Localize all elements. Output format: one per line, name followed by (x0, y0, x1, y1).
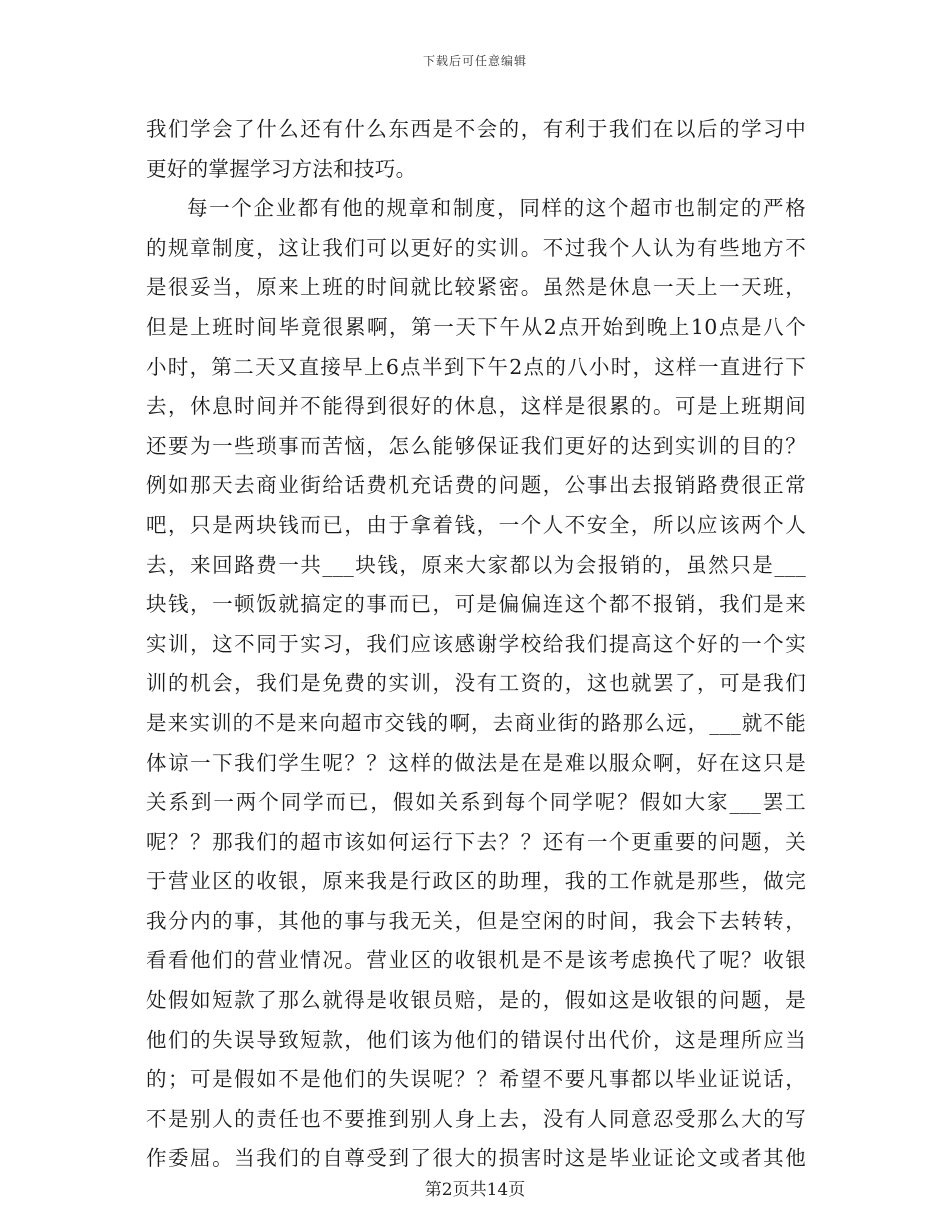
text-line: 我们学会了什么还有什么东西是不会的，有利于我们在以后的学习中 (146, 117, 806, 141)
text-line: 去，来回路费一共___块钱，原来大家都以为会报销的，虽然只是___ (146, 552, 806, 577)
text-line: 但是上班时间毕竟很累啊，第一天下午从2点开始到晚上10点是八个 (146, 314, 806, 339)
text-line: 不是别人的责任也不要推到别人身上去，没有人同意忍受那么大的写 (146, 1106, 806, 1131)
text-line: 实训，这不同于实习，我们应该感谢学校给我们提高这个好的一个实 (146, 631, 806, 656)
text-line: 更好的掌握学习方法和技巧。 (146, 156, 417, 181)
text-line: 于营业区的收银，原来我是行政区的助理，我的工作就是那些，做完 (146, 869, 806, 894)
text-line: 关系到一两个同学而已，假如关系到每个同学呢？假如大家___罢工 (146, 790, 806, 815)
text-line: 吧，只是两块钱而已，由于拿着钱，一个人不安全，所以应该两个人 (146, 512, 806, 537)
page-number: 第2页共14页 (424, 1180, 526, 1200)
text-line: 作委屈。当我们的自尊受到了很大的损害时这是毕业证论文或者其他 (146, 1146, 806, 1171)
text-line: 处假如短款了那么就得是收银员赔，是的，假如这是收银的问题，是 (146, 988, 806, 1013)
text-line: 每一个企业都有他的规章和制度，同样的这个超市也制定的严格 (187, 196, 806, 221)
text-line: 看看他们的营业情况。营业区的收银机是不是该考虑换代了呢？收银 (146, 948, 806, 973)
page-header: 下载后可任意编辑 (422, 54, 527, 68)
text-line: 是来实训的不是来向超市交钱的啊，去商业街的路那么远，___就不能 (146, 710, 806, 735)
text-line: 训的机会，我们是免费的实训，没有工资的，这也就罢了，可是我们 (146, 671, 806, 696)
text-line: 体谅一下我们学生呢？？这样的做法是在是难以服众啊，好在这只是 (146, 750, 806, 775)
text-line: 的规章制度，这让我们可以更好的实训。不过我个人认为有些地方不 (146, 235, 806, 260)
document-body (146, 110, 806, 1179)
text-line: 例如那天去商业街给话费机充话费的问题，公事出去报销路费很正常 (146, 473, 806, 498)
text-line: 我分内的事，其他的事与我无关，但是空闲的时间，我会下去转转， (146, 908, 806, 933)
text-line: 块钱，一顿饭就搞定的事而已，可是偏偏连这个都不报销，我们是来 (146, 592, 806, 617)
text-line: 他们的失误导致短款，他们该为他们的错误付出代价，这是理所应当 (146, 1027, 806, 1052)
text-line: 还要为一些琐事而苦恼，怎么能够保证我们更好的达到实训的目的？ (146, 433, 806, 458)
text-line: 小时，第二天又直接早上6点半到下午2点的八小时，这样一直进行下 (146, 354, 806, 379)
text-line: 去，休息时间并不能得到很好的休息，这样是很累的。可是上班期间 (146, 394, 806, 419)
text-line: 的；可是假如不是他们的失误呢？？希望不要凡事都以毕业证说话， (146, 1067, 806, 1092)
text-line: 是很妥当，原来上班的时间就比较紧密。虽然是休息一天上一天班， (146, 275, 806, 300)
text-line: 呢？？那我们的超市该如何运行下去？？还有一个更重要的问题，关 (146, 829, 806, 854)
